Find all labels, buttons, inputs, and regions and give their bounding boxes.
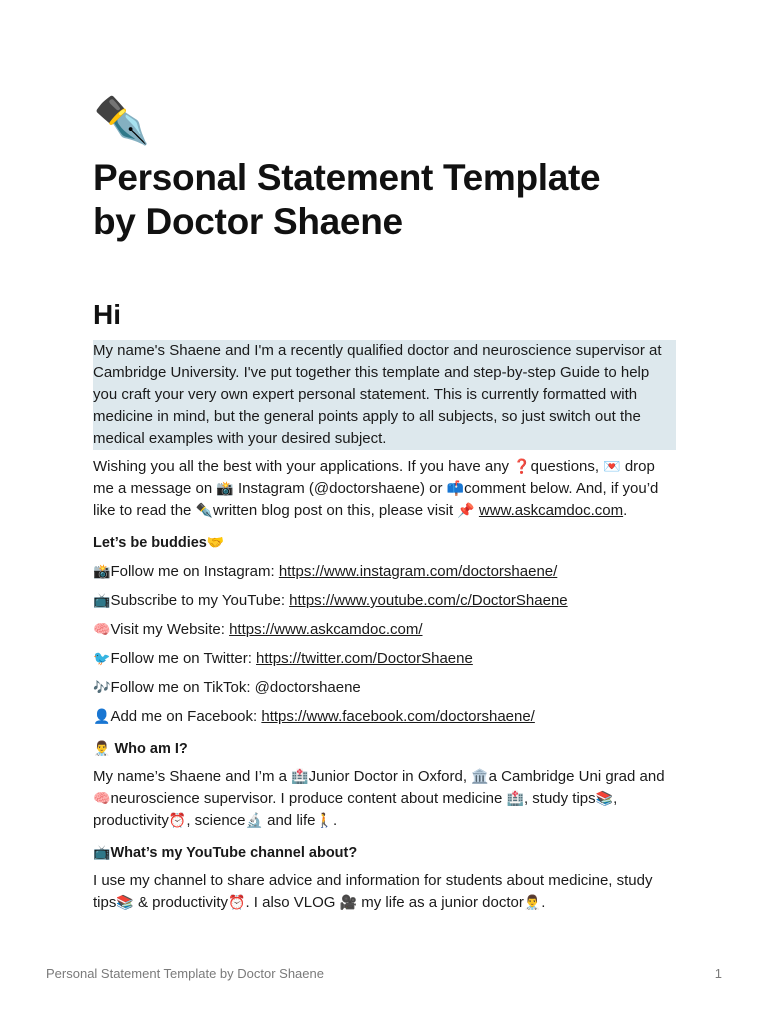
hospital-icon: 🏥 [291, 769, 309, 785]
classical-building-icon: 🏛️ [471, 769, 489, 785]
microscope-icon: 🔬 [245, 813, 263, 829]
who-paragraph [93, 766, 676, 832]
books-icon: 📚 [595, 791, 614, 807]
who-heading [93, 738, 676, 760]
wish-paragraph [93, 456, 676, 522]
handshake-icon: 🤝 [206, 535, 225, 551]
tv-icon: 📺 [93, 845, 111, 861]
social-link-url[interactable]: https://www.instagram.com/doctorshaene/ [278, 563, 558, 580]
page-footer [46, 966, 722, 981]
social-links-list [93, 561, 676, 728]
social-link-label: Follow me on Instagram: [110, 563, 279, 580]
person-icon: 👤 [93, 709, 111, 725]
doctor-icon: 👨‍⚕️ [523, 895, 542, 911]
who-text: , science [186, 812, 246, 829]
youtube-text: I use my channel to share advice and information for students about medicine, study tips [93, 872, 653, 911]
youtube-text: & productivity [133, 894, 228, 911]
youtube-heading-text: What’s my YouTube channel about? [110, 845, 358, 861]
youtube-text: . [541, 894, 546, 911]
who-text: , productivity [93, 790, 618, 829]
who-text: My name’s Shaene and I’m a [93, 768, 292, 785]
social-link-url[interactable]: https://www.askcamdoc.com/ [229, 621, 423, 638]
pushpin-icon: 📌 [457, 503, 475, 519]
mailbox-icon: 📫 [446, 481, 465, 497]
alarm-clock-icon: ⏰ [228, 895, 246, 911]
social-link-label: Follow me on Twitter: [110, 650, 257, 667]
buddies-text: Let’s be buddies [93, 535, 207, 551]
question-icon: ❓ [513, 459, 531, 475]
social-link-url[interactable]: https://www.youtube.com/c/DoctorShaene [289, 592, 568, 609]
doctor-icon: 👨‍⚕️ [93, 741, 111, 757]
alarm-clock-icon: ⏰ [168, 813, 187, 829]
pen-icon: ✒️ [195, 503, 213, 519]
social-link-row [93, 648, 676, 670]
fountain-pen-icon: ✒️ [93, 94, 151, 146]
page-title [93, 156, 676, 244]
social-link-url[interactable]: https://twitter.com/DoctorShaene [256, 650, 473, 667]
hospital-icon: 🏥 [506, 791, 524, 807]
camera-icon: 📸 [216, 481, 234, 497]
who-text: Junior Doctor in Oxford, [308, 768, 472, 785]
bird-icon: 🐦 [93, 651, 111, 667]
social-link-label: Follow me on TikTok: @doctorshaene [110, 679, 361, 696]
buddies-heading [93, 532, 676, 554]
page-number: 1 [714, 966, 722, 981]
wish-text: drop me a message on [93, 458, 655, 497]
wish-text: Wishing you all the best with your applications. If you have any [93, 458, 514, 475]
who-text: neuroscience supervisor. I produce content about medicine [110, 790, 507, 807]
social-link-url[interactable]: https://www.facebook.com/doctorshaene/ [261, 708, 535, 725]
brain-icon: 🧠 [93, 791, 111, 807]
camera-icon: 📸 [93, 564, 111, 580]
walking-person-icon: 🚶 [315, 813, 333, 829]
social-link-row [93, 619, 676, 641]
title-line-2: by Doctor Shaene [93, 201, 403, 242]
social-link-label: Visit my Website: [110, 621, 230, 638]
footer-title: Personal Statement Template by Doctor Shaene [46, 966, 324, 981]
books-icon: 📚 [116, 895, 134, 911]
wish-text: comment below. And, if you’d like to read the [93, 480, 659, 519]
social-link-label: Subscribe to my YouTube: [110, 592, 290, 609]
wish-text: written blog post on this, please visit [213, 502, 458, 519]
video-camera-icon: 🎥 [339, 895, 358, 911]
wish-text: Instagram (@doctorshaene) or [233, 480, 447, 497]
wish-text: . [623, 502, 628, 519]
youtube-paragraph [93, 870, 676, 914]
title-line-1: Personal Statement Template [93, 157, 601, 198]
social-link-label: Add me on Facebook: [110, 708, 262, 725]
who-text: Who am I? [110, 741, 188, 757]
love-letter-icon: 💌 [603, 459, 621, 475]
who-text: . [332, 812, 338, 829]
social-link-row [93, 677, 676, 699]
wish-text: questions, [530, 458, 604, 475]
intro-paragraph: My name's Shaene and I'm a recently qualified doctor and neuroscience supervisor at Cambridge University. I've put together this template and step-by-step Guide to help you craft your very own expert personal statement. This is currently formatted with medicine in mind, but the general points apply to all subjects, so just switch out the medical examples with your desired subject. [93, 340, 676, 450]
who-text: and life [262, 812, 316, 829]
document-page [93, 92, 676, 914]
blog-link[interactable]: www.askcamdoc.com [478, 502, 624, 519]
who-text: a Cambridge Uni grad and [488, 768, 665, 785]
who-text: , study tips [523, 790, 596, 807]
heading-hi: Hi [93, 299, 121, 330]
youtube-text: my life as a junior doctor [357, 894, 524, 911]
youtube-text: . I also VLOG [245, 894, 340, 911]
music-notes-icon: 🎶 [93, 680, 111, 696]
social-link-row [93, 590, 676, 612]
youtube-heading [93, 842, 676, 864]
tv-icon: 📺 [93, 593, 111, 609]
brain-icon: 🧠 [93, 622, 111, 638]
social-link-row [93, 561, 676, 583]
social-link-row [93, 706, 676, 728]
